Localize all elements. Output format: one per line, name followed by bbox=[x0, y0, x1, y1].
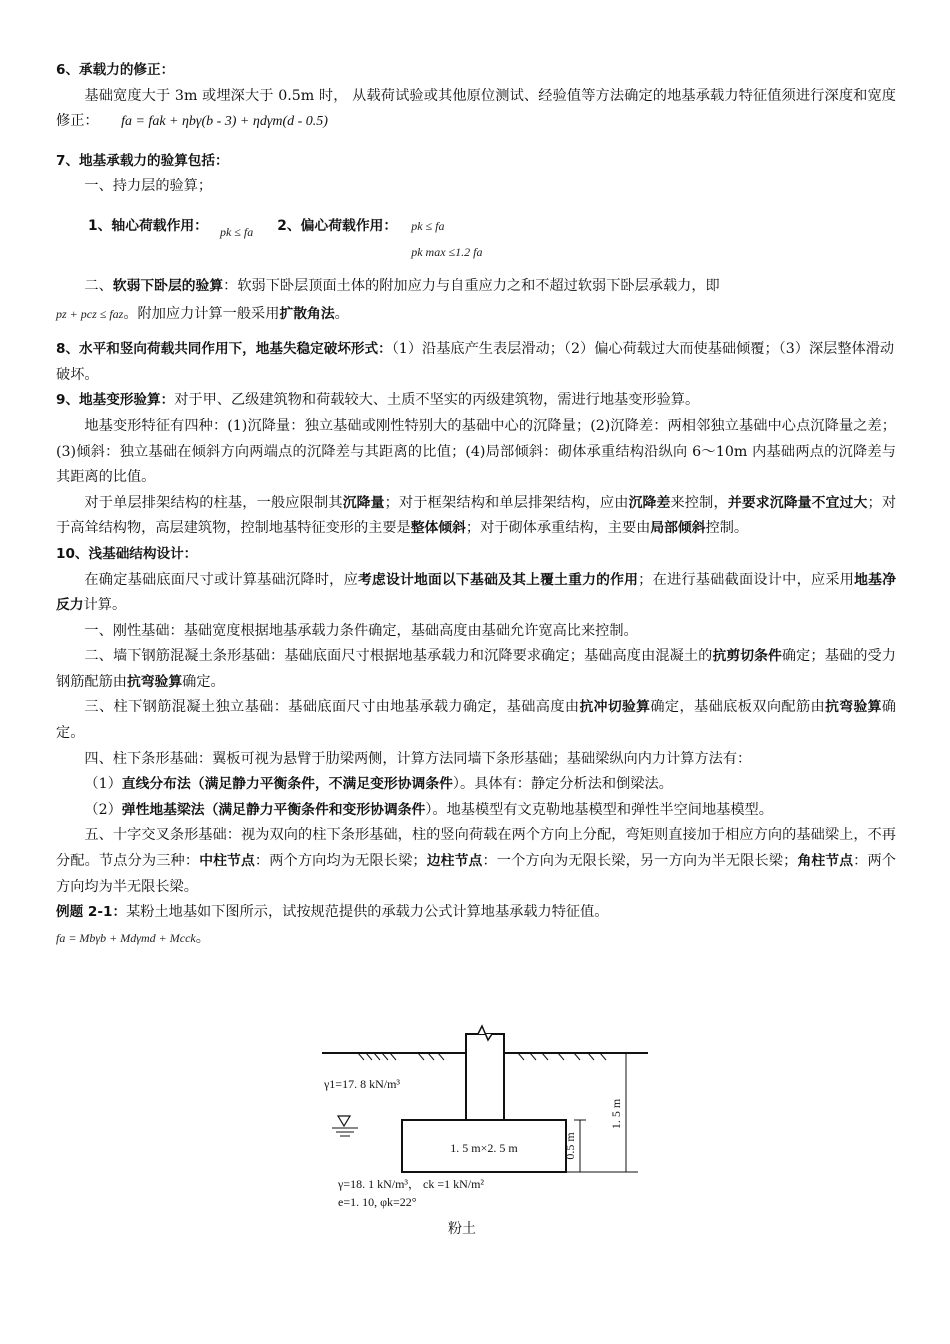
section-9: 9、地基变形验算：对于甲、乙级建筑物和荷载较大、土质不坚实的丙级建筑物，需进行地基变形验算。 bbox=[56, 392, 700, 409]
footing-size-label: 1. 5 m×2. 5 m bbox=[450, 1141, 518, 1155]
section-7-item1: 一、持力层的验算； bbox=[84, 178, 213, 195]
foundation-diagram bbox=[318, 1018, 658, 1243]
eccentric-load-label: 2、偏心荷载作用： bbox=[277, 217, 398, 234]
section-10-p4: 三、柱下钢筋混凝土独立基础：基础底面尺寸由地基承载力确定，基础高度由抗冲切验算确定，基础底板双向配筋由抗弯验算确定。 bbox=[56, 699, 896, 742]
section-6-text: 基础宽度大于 3m 或埋深大于 0.5m 时， 从载荷试验或其他原位测试、经验值等方法确定的地基承载力特征值须进行深度和宽度修正： fa = fak + ηbγ(b - 3) + ηdγm(d - 0.5) bbox=[56, 87, 896, 130]
section-8: 8、水平和竖向荷载共同作用下，地基失稳定破坏形式：（1）沿基底产生表层滑动；（2）偏心荷载过大而使基础倾覆；（3）深层整体滑动破坏。 bbox=[56, 341, 895, 383]
bearing-capacity-formula: fa = Mbγb + Mdγmd + Mcck bbox=[56, 930, 196, 945]
section-9-p1: 地基变形特征有四种：(1)沉降量：独立基础或刚性特别大的基础中心的沉降量；(2)沉降差：两相邻独立基础中心点沉降量之差；(3)倾斜：独立基础在倾斜方向两端点的沉降差与其距离的比值；(4)局部倾斜：砌体承重结构沿纵向 6～10m 内基础两点的沉降差与其距离的比值。 bbox=[56, 417, 896, 486]
column bbox=[466, 1034, 504, 1132]
section-10-p3: 二、墙下钢筋混凝土条形基础：基础底面尺寸根据地基承载力和沉降要求确定；基础高度由混凝土的抗剪切条件确定；基础的受力钢筋配筋由抗弯验算确定。 bbox=[56, 648, 896, 690]
axial-load-label: 1、轴心荷载作用： bbox=[88, 217, 208, 234]
section-9-heading: 9、地基变形验算： bbox=[56, 392, 175, 409]
section-10-p8: 五、十字交叉条形基础：视为双向的柱下条形基础，柱的竖向荷载在两个方向上分配，弯矩则直接加于相应方向的基础梁上，不再分配。节点分为三种：中柱节点：两个方向均为无限长梁；边柱节点：一个方向为无限长梁，另一方向为半无限长梁；角柱节点：两个方向均为半无限长梁。 bbox=[56, 827, 896, 895]
example-formula-line: fa = Mbγb + Mdγmd + Mcck。 bbox=[56, 929, 210, 946]
load-checks-row bbox=[56, 214, 896, 270]
section-10-p1: 在确定基础底面尺寸或计算基础沉降时，应考虑设计地面以下基础及其上覆土重力的作用；在进行基础截面设计中，应采用地基净反力计算。 bbox=[56, 571, 896, 614]
section-7-heading: 7、地基承载力的验算包括： bbox=[56, 152, 229, 169]
figure-caption: 粉土 bbox=[448, 1221, 476, 1237]
section-9-p2: 对于单层排架结构的柱基，一般应限制其沉降量；对于框架结构和单层排架结构，应由沉降差来控制，并要求沉降量不宜过大；对于高耸结构物，高层建筑物，控制地基特征变形的主要是整体倾斜；对于砌体承重结构，主要由局部倾斜控制。 bbox=[56, 494, 897, 537]
axial-load-formula: pk ≤ fa bbox=[219, 224, 254, 239]
upper-soil-unit-weight: γ1=17. 8 kN/m³ bbox=[324, 1077, 401, 1091]
section-10-p6: （1）直线分布法（满足静力平衡条件，不满足变形协调条件）。具体有：静定分析法和倒梁法。 bbox=[84, 776, 673, 793]
document-body bbox=[56, 58, 896, 951]
section-10-p7: （2）弹性地基梁法（满足静力平衡条件和变形协调条件）。地基模型有文克勒地基模型和弹性半空间地基模型。 bbox=[84, 801, 773, 818]
dim-small-label: 0.5 m bbox=[563, 1132, 577, 1160]
section-8-heading: 8、水平和竖向荷载共同作用下，地基失稳定破坏形式： bbox=[56, 341, 392, 358]
ground-hatch bbox=[358, 1053, 606, 1060]
eccentric-load-formula-2: pk max ≤1.2 fa bbox=[411, 244, 483, 259]
example-2-1: 例题 2-1：某粉土地基如下图所示，试按规范提供的承载力公式计算地基承载力特征值。 bbox=[56, 904, 609, 921]
lower-soil-props-1: γ=18. 1 kN/m³， ck =1 kN/m² bbox=[338, 1177, 485, 1191]
dim-total-label: 1. 5 m bbox=[609, 1098, 623, 1130]
depth-width-correction-formula: fa = fak + ηbγ(b - 3) + ηdγm(d - 0.5) bbox=[121, 114, 328, 130]
example-heading: 例题 2-1： bbox=[56, 904, 127, 921]
section-10-p2: 一、刚性基础：基础宽度根据地基承载力条件确定，基础高度由基础允许宽高比来控制。 bbox=[84, 622, 638, 639]
section-10-heading: 10、浅基础结构设计： bbox=[56, 545, 198, 562]
section-10-p5: 四、柱下条形基础：翼板可视为悬臂于肋梁两侧，计算方法同墙下条形基础；基础梁纵向内力计算方法有： bbox=[84, 750, 752, 767]
eccentric-load-formula-1: pk ≤ fa bbox=[411, 218, 445, 233]
lower-soil-props-2: e=1. 10, φk=22° bbox=[338, 1195, 417, 1209]
section-7-item2-cont: pz + pcz ≤ faz。附加应力计算一般采用扩散角法。 bbox=[56, 305, 349, 322]
section-6-heading: 6、承载力的修正： bbox=[56, 62, 175, 78]
soft-layer-formula: pz + pcz ≤ faz bbox=[56, 306, 124, 321]
water-table-icon bbox=[338, 1116, 350, 1126]
section-7-item2: 二、软弱下卧层的验算：软弱下卧层顶面土体的附加应力与自重应力之和不超过软弱下卧层承载力，即 bbox=[84, 277, 720, 294]
